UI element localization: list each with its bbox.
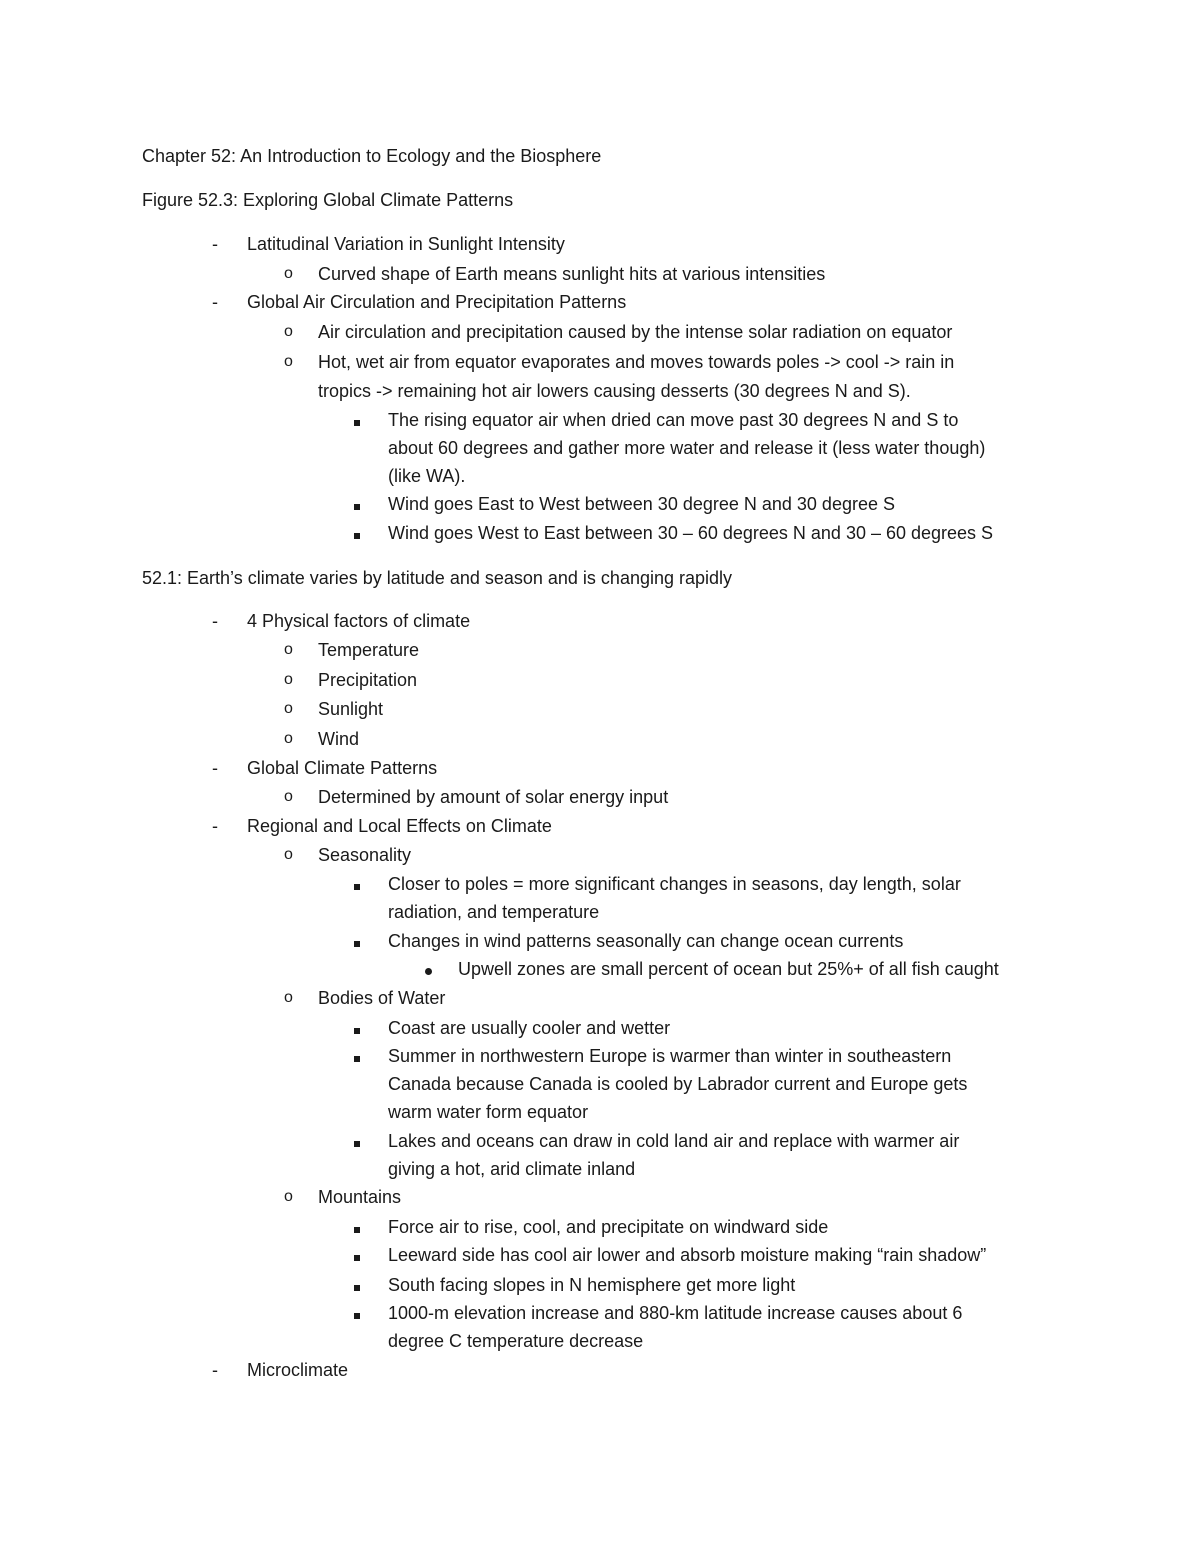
- square-bullet: [354, 872, 360, 896]
- list-item: Mountains: [318, 1187, 402, 1207]
- list-item: Wind goes West to East between 30 – 60 degrees N and 30 – 60 degrees S: [388, 523, 994, 543]
- list-item: South facing slopes in N hemisphere get more light: [388, 1275, 796, 1295]
- list-item: Determined by amount of solar energy input: [318, 787, 669, 807]
- list-item-continuation: warm water form equator: [388, 1102, 589, 1122]
- square-bullet: [354, 1016, 360, 1040]
- list-item: Air circulation and precipitation caused by the intense solar radiation on equator: [318, 322, 953, 342]
- list-item: Regional and Local Effects on Climate: [247, 816, 552, 836]
- list-item-continuation: about 60 degrees and gather more water and release it (less water though): [388, 438, 986, 458]
- circle-bullet: o: [284, 989, 293, 1006]
- list-item: Global Air Circulation and Precipitation Patterns: [247, 292, 627, 312]
- circle-bullet: o: [284, 730, 293, 747]
- list-item: Latitudinal Variation in Sunlight Intensity: [247, 234, 565, 254]
- section-title: 52.1: Earth’s climate varies by latitude and season and is changing rapidly: [142, 568, 733, 588]
- list-item: Wind goes East to West between 30 degree N and 30 degree S: [388, 494, 895, 514]
- list-item: Wind: [318, 729, 360, 749]
- list-item: Curved shape of Earth means sunlight hits at various intensities: [318, 264, 826, 284]
- list-item-continuation: tropics -> remaining hot air lowers causing desserts (30 degrees N and S).: [318, 381, 911, 401]
- square-bullet: [354, 1243, 360, 1267]
- dash-bullet: -: [212, 758, 218, 778]
- list-item-continuation: degree C temperature decrease: [388, 1331, 644, 1351]
- list-item: Bodies of Water: [318, 988, 446, 1008]
- circle-bullet: o: [284, 846, 293, 863]
- list-item: Force air to rise, cool, and precipitate on windward side: [388, 1217, 829, 1237]
- dash-bullet: -: [212, 1360, 218, 1380]
- list-item: Coast are usually cooler and wetter: [388, 1018, 671, 1038]
- list-item: Seasonality: [318, 845, 412, 865]
- list-item: Temperature: [318, 640, 420, 660]
- list-item: Closer to poles = more significant changes in seasons, day length, solar: [388, 874, 961, 894]
- circle-bullet: o: [284, 700, 293, 717]
- list-item-continuation: (like WA).: [388, 466, 466, 486]
- circle-bullet: o: [284, 353, 293, 370]
- circle-bullet: o: [284, 1188, 293, 1205]
- list-item: Leeward side has cool air lower and absorb moisture making “rain shadow”: [388, 1245, 987, 1265]
- square-bullet: [354, 408, 360, 432]
- circle-bullet: o: [284, 641, 293, 658]
- list-item: Lakes and oceans can draw in cold land air and replace with warmer air: [388, 1131, 960, 1151]
- list-item: Global Climate Patterns: [247, 758, 438, 778]
- circle-bullet: o: [284, 323, 293, 340]
- list-item: The rising equator air when dried can move past 30 degrees N and S to: [388, 410, 959, 430]
- dash-bullet: -: [212, 611, 218, 631]
- dot-bullet: [425, 957, 432, 981]
- list-item-continuation: Canada because Canada is cooled by Labrador current and Europe gets: [388, 1074, 968, 1094]
- circle-bullet: o: [284, 671, 293, 688]
- square-bullet: [354, 1129, 360, 1153]
- circle-bullet: o: [284, 788, 293, 805]
- list-item: 1000-m elevation increase and 880-km latitude increase causes about 6: [388, 1303, 963, 1323]
- square-bullet: [354, 1273, 360, 1297]
- circle-bullet: o: [284, 265, 293, 282]
- list-item: Changes in wind patterns seasonally can change ocean currents: [388, 931, 904, 951]
- list-item: Hot, wet air from equator evaporates and moves towards poles -> cool -> rain in: [318, 352, 955, 372]
- list-item: Upwell zones are small percent of ocean but 25%+ of all fish caught: [458, 959, 999, 979]
- square-bullet: [354, 1044, 360, 1068]
- figure-title: Figure 52.3: Exploring Global Climate Patterns: [142, 190, 514, 210]
- square-bullet: [354, 1215, 360, 1239]
- dash-bullet: -: [212, 816, 218, 836]
- square-bullet: [354, 1301, 360, 1325]
- list-item: 4 Physical factors of climate: [247, 611, 471, 631]
- dash-bullet: -: [212, 292, 218, 312]
- list-item: Summer in northwestern Europe is warmer than winter in southeastern: [388, 1046, 952, 1066]
- list-item: Microclimate: [247, 1360, 349, 1380]
- dash-bullet: -: [212, 234, 218, 254]
- list-item: Precipitation: [318, 670, 418, 690]
- square-bullet: [354, 929, 360, 953]
- list-item: Sunlight: [318, 699, 384, 719]
- chapter-title: Chapter 52: An Introduction to Ecology and the Biosphere: [142, 146, 602, 166]
- list-item-continuation: giving a hot, arid climate inland: [388, 1159, 636, 1179]
- square-bullet: [354, 492, 360, 516]
- list-item-continuation: radiation, and temperature: [388, 902, 600, 922]
- square-bullet: [354, 521, 360, 545]
